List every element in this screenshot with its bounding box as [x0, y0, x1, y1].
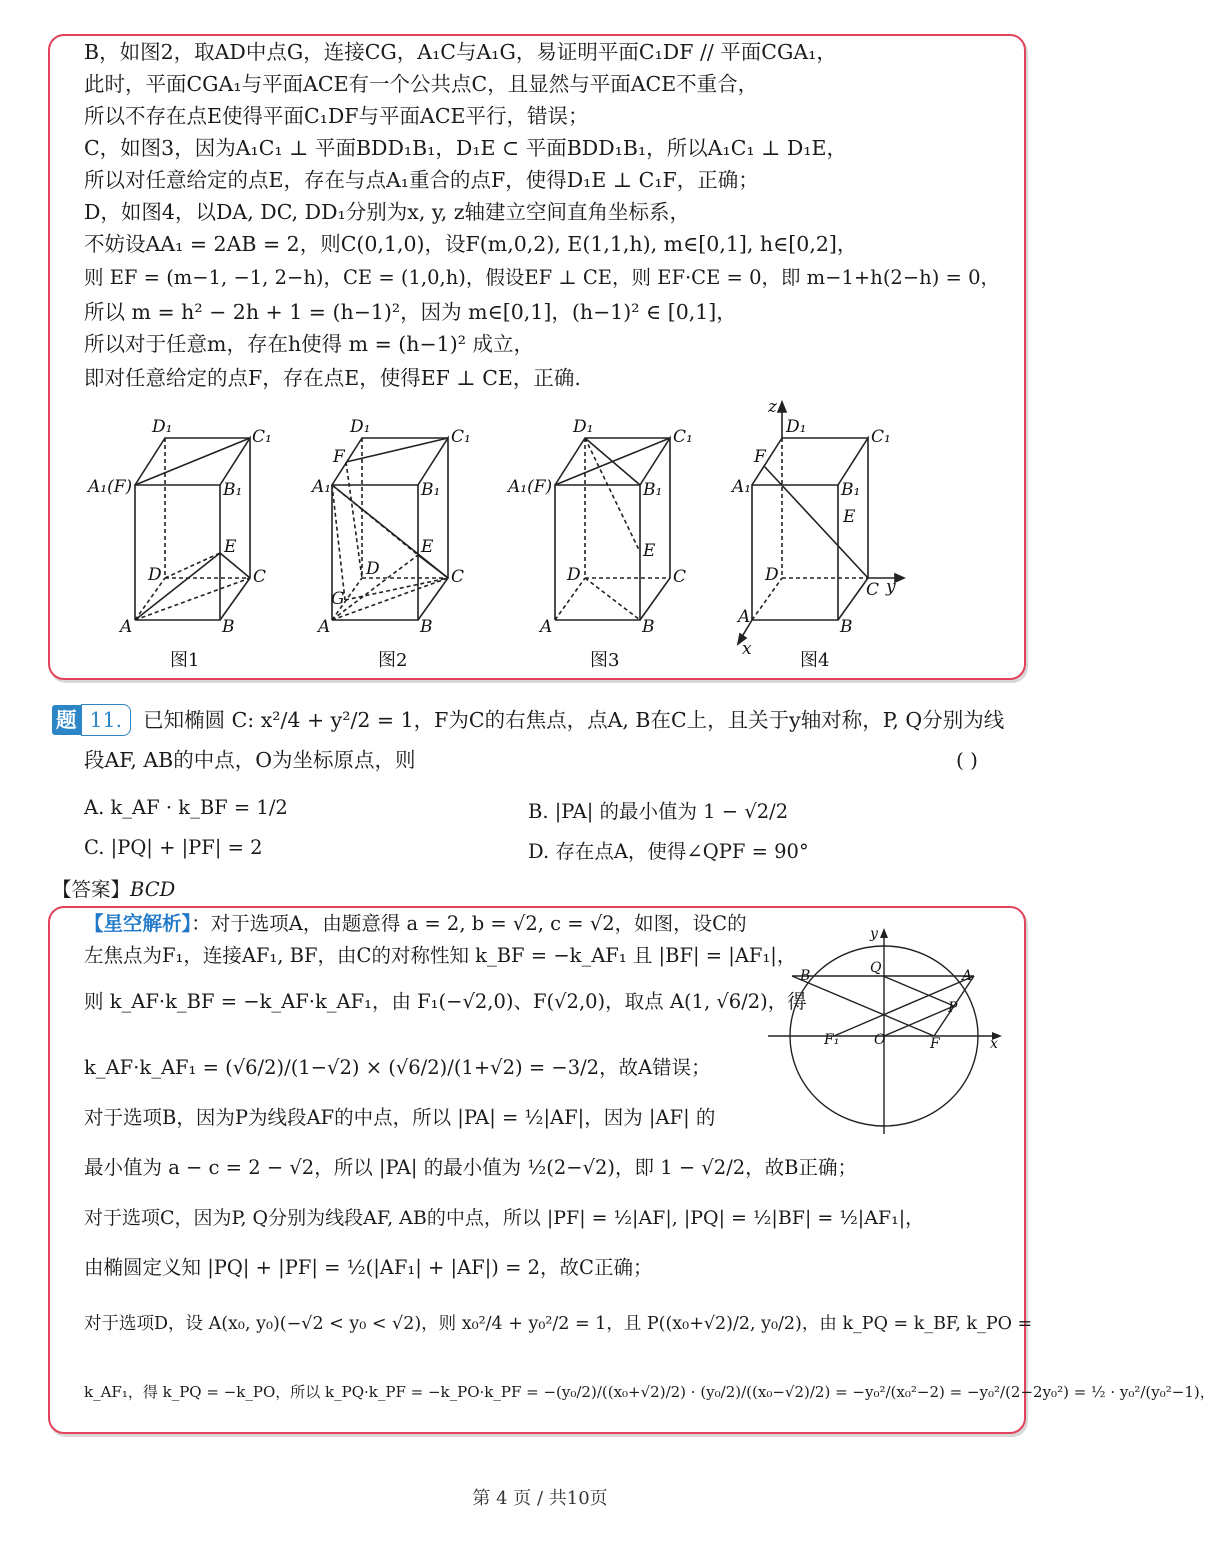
fig-label: E: [421, 537, 434, 557]
ellipse-label: y: [870, 926, 878, 942]
fig-label: D₁: [152, 417, 173, 437]
ellipse-label: P: [948, 1000, 958, 1016]
fig-label: B: [840, 617, 853, 637]
option-d: D. 存在点A，使得∠QPF = 90°: [528, 840, 809, 863]
fig-label: y: [886, 577, 896, 597]
fig-label: B: [420, 617, 433, 637]
figure-caption: 图1: [170, 650, 200, 671]
ellipse-label: F: [930, 1036, 940, 1052]
fig-label: E: [643, 541, 656, 561]
solution-label: 【星空解析】: [84, 912, 192, 935]
fig-label: A₁: [312, 477, 332, 497]
fig-label: D: [567, 565, 581, 585]
question-text: 已知椭圆 C: x²/4 + y²/2 = 1，F为C的右焦点，点A, B在C上，且关于y轴对称，P, Q分别为线: [143, 708, 1005, 732]
solution-line: 则 k_AF·k_BF = −k_AF·k_AF₁，由 F₁(−√2,0)、F(√2,0)，取点 A(1, √6/2)，得: [84, 990, 807, 1013]
fig-label: D₁: [573, 417, 594, 437]
answer-label: 【答案】: [52, 878, 131, 901]
answer-paren: ( ): [956, 748, 978, 772]
solution-line: 最小值为 a − c = 2 − √2，所以 |PA| 的最小值为 ½(2−√2)，即 1 − √2/2，故B正确；: [84, 1156, 858, 1179]
prism-figures: [0, 0, 1080, 690]
fig-label: A₁(F): [508, 477, 553, 497]
text-line: C，如图3，因为A₁C₁ ⊥ 平面BDD₁B₁，D₁E ⊂ 平面BDD₁B₁，所以A₁C₁ ⊥ D₁E，: [84, 136, 848, 160]
figure-caption: 图3: [590, 650, 620, 671]
fig-label: G: [331, 589, 345, 609]
solution-line: 对于选项D，设 A(x₀, y₀)(−√2 < y₀ < √2)，则 x₀²/4 + y₀²/2 = 1，且 P((x₀+√2)/2, y₀/2)，由 k_PQ = k_BF, k_PO =: [84, 1314, 1033, 1334]
text-line: 此时，平面CGA₁与平面ACE有一个公共点C，且显然与平面ACE不重合，: [84, 72, 759, 96]
fig-label: D₁: [350, 417, 371, 437]
fig-label: D: [148, 565, 162, 585]
question-text-cont: 段AF, AB的中点，O为坐标原点，则: [84, 748, 416, 772]
text-line: 所以对任意给定的点E，存在与点A₁重合的点F，使得D₁E ⊥ C₁F，正确；: [84, 168, 759, 192]
text-line: 则 EF = (m−1, −1, 2−h)，CE = (1,0,h)，假设EF ⊥ CE，则 EF·CE = 0，即 m−1+h(2−h) = 0，: [84, 266, 1000, 289]
fig-label: A: [738, 607, 751, 627]
fig-label: E: [843, 507, 856, 527]
ellipse-label: Q: [870, 960, 882, 976]
fig-label: F: [754, 447, 766, 467]
option-b: B. |PA| 的最小值为 1 − √2/2: [528, 800, 789, 823]
text-line: 即对任意给定的点F，存在点E，使得EF ⊥ CE，正确.: [84, 366, 581, 390]
text-line: 所以不存在点E使得平面C₁DF与平面ACE平行，错误；: [84, 104, 589, 128]
fig-label: C: [253, 567, 267, 587]
solution-text: ：对于选项A，由题意得 a = 2, b = √2, c = √2，如图，设C的: [191, 912, 747, 935]
ellipse-label: x: [990, 1036, 998, 1052]
figure-caption: 图2: [378, 650, 408, 671]
fig-label: D: [765, 565, 779, 585]
ellipse-figure: [766, 924, 1006, 1136]
answer-value: BCD: [130, 878, 176, 901]
figure-3: [555, 438, 670, 620]
fig-label: B: [222, 617, 235, 637]
solution-line: k_AF·k_AF₁ = (√6/2)/(1−√2) × (√6/2)/(1+√2) = −3/2，故A错误；: [84, 1056, 711, 1079]
figure-1: [135, 438, 250, 620]
page-footer: 第 4 页 / 共10页: [472, 1488, 608, 1509]
fig-label: D: [366, 559, 380, 579]
fig-label: B₁: [223, 480, 243, 500]
fig-label: C: [673, 567, 687, 587]
question-header: [52, 704, 1004, 736]
fig-label: D₁: [786, 417, 807, 437]
fig-label: x: [742, 639, 752, 659]
fig-label: z: [768, 397, 777, 417]
solution-line: k_AF₁，得 k_PQ = −k_PO，所以 k_PQ·k_PF = −k_PO·k_PF = −(y₀/2)/((x₀+√2)/2) · (y₀/2)/((x₀−√2)/2) = −y₀²/(x₀²−2) = −y₀²/(2−2y₀²) = ½ · y₀²/(y₀²−1)，: [84, 1383, 1215, 1401]
solution-line: 由椭圆定义知 |PQ| + |PF| = ½(|AF₁| + |AF|) = 2，故C正确；: [84, 1256, 653, 1279]
fig-label: A₁(F): [88, 477, 133, 497]
option-a: A. k_AF · k_BF = 1/2: [84, 796, 288, 819]
text-line: 所以对于任意m，存在h使得 m = (h−1)² 成立，: [84, 332, 534, 356]
text-line: 不妨设AA₁ = 2AB = 2，则C(0,1,0)，设F(m,0,2), E(1,1,h), m∈[0,1], h∈[0,2]，: [84, 232, 858, 256]
fig-label: A: [120, 617, 133, 637]
fig-label: C₁: [252, 427, 272, 447]
text-line: 所以 m = h² − 2h + 1 = (h−1)²，因为 m∈[0,1]，(h−1)² ∈ [0,1]，: [84, 300, 737, 324]
ellipse-label: A: [962, 968, 973, 984]
question-badge: 题: [52, 705, 81, 735]
fig-label: F: [333, 447, 345, 467]
answer-line: [52, 874, 175, 902]
fig-label: C: [451, 567, 465, 587]
ellipse-label: O: [874, 1032, 886, 1048]
fig-label: E: [224, 537, 237, 557]
option-c: C. |PQ| + |PF| = 2: [84, 836, 263, 859]
fig-label: B₁: [643, 480, 663, 500]
fig-label: A: [540, 617, 553, 637]
fig-label: B₁: [841, 480, 861, 500]
question-number: 11.: [81, 704, 132, 736]
fig-label: C₁: [871, 427, 891, 447]
ellipse-label: F₁: [824, 1032, 840, 1048]
text-line: D，如图4，以DA, DC, DD₁分别为x, y, z轴建立空间直角坐标系，: [84, 200, 691, 224]
fig-label: C: [866, 580, 880, 600]
figure-caption: 图4: [800, 650, 830, 671]
fig-label: C₁: [673, 427, 693, 447]
fig-label: A: [318, 617, 331, 637]
solution-line: [84, 910, 747, 938]
fig-label: C₁: [451, 427, 471, 447]
ellipse-label: B: [800, 968, 811, 984]
fig-label: B₁: [421, 480, 441, 500]
solution-line: 左焦点为F₁，连接AF₁, BF，由C的对称性知 k_BF = −k_AF₁ 且 |BF| = |AF₁|，: [84, 944, 797, 967]
solution-line: 对于选项B，因为P为线段AF的中点，所以 |PA| = ½|AF|，因为 |AF| 的: [84, 1106, 716, 1129]
text-line: B，如图2，取AD中点G，连接CG，A₁C与A₁G，易证明平面C₁DF // 平面CGA₁，: [84, 40, 837, 64]
figure-2: [332, 438, 448, 620]
fig-label: B: [642, 617, 655, 637]
solution-line: 对于选项C，因为P, Q分别为线段AF, AB的中点，所以 |PF| = ½|AF|, |PQ| = ½|BF| = ½|AF₁|，: [84, 1207, 925, 1229]
fig-label: A₁: [732, 477, 752, 497]
